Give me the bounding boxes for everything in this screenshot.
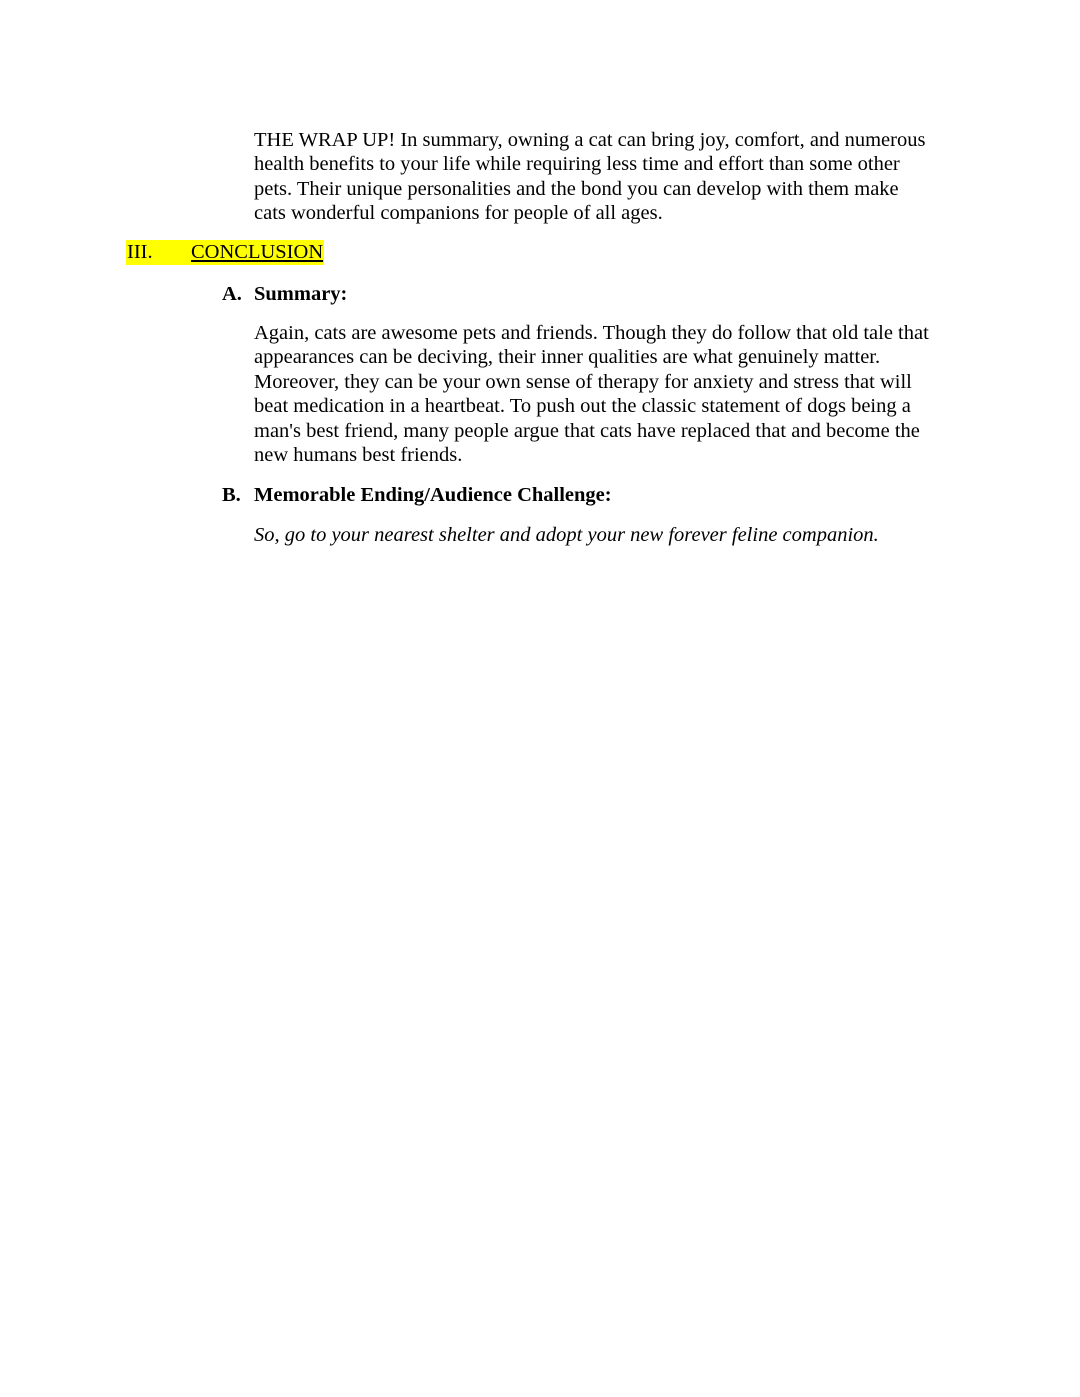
text-line: health benefits to your life while requiring less time and effort than some other (254, 153, 900, 176)
text-line: cats wonderful companions for people of all ages. (254, 202, 663, 225)
subheading-memorable-ending (222, 483, 612, 507)
text-line: pets. Their unique personalities and the bond you can develop with them make (254, 177, 899, 200)
text-line: Moreover, they can be your own sense of therapy for anxiety and stress that will (254, 370, 912, 393)
text-line: beat medication in a heartbeat. To push out the classic statement of dogs being a (254, 395, 911, 418)
wrap-up-paragraph (254, 128, 974, 226)
text-line: THE WRAP UP! In summary, owning a cat can bring joy, comfort, and numerous (254, 129, 926, 151)
subheading-title: Summary: (254, 283, 348, 305)
section-numeral: III. (127, 241, 153, 264)
section-title: CONCLUSION (191, 241, 324, 264)
subheading-letter: A. (222, 283, 242, 305)
text-line: man's best friend, many people argue that cats have replaced that and become the (254, 419, 920, 442)
subheading-summary (222, 282, 347, 306)
subheading-title: Memorable Ending/Audience Challenge: (254, 484, 612, 506)
audience-challenge-paragraph (254, 523, 974, 547)
section-heading-conclusion (126, 240, 324, 265)
summary-paragraph (254, 321, 974, 467)
text-line: new humans best friends. (254, 444, 463, 467)
subheading-letter: B. (222, 484, 241, 506)
text-line: So, go to your nearest shelter and adopt your new forever feline companion. (254, 524, 879, 546)
text-line: Again, cats are awesome pets and friends. Though they do follow that old tale that (254, 322, 929, 344)
text-line: appearances can be deciving, their inner qualities are what genuinely matter. (254, 346, 881, 369)
